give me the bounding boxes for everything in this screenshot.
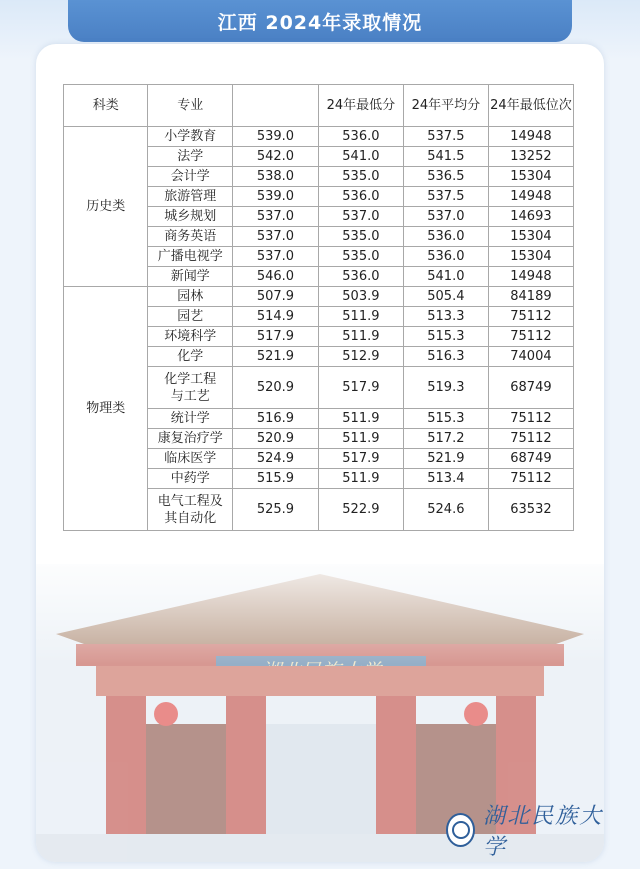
avg-score-cell: 515.3: [403, 327, 488, 347]
min-score-cell: 541.0: [318, 147, 403, 167]
min-rank-cell: 14948: [488, 127, 573, 147]
avg-score-cell: 513.3: [403, 307, 488, 327]
score-cell: 538.0: [232, 167, 318, 187]
major-cell: 城乡规划: [148, 207, 232, 227]
table-row: [64, 127, 574, 147]
university-name: 湖北民族大学: [483, 804, 604, 860]
min-score-cell: 535.0: [318, 167, 403, 187]
min-score-cell: 511.9: [318, 409, 403, 429]
header-avg-score: 24年平均分: [403, 85, 488, 127]
score-cell: 516.9: [232, 409, 318, 429]
avg-score-cell: 521.9: [403, 449, 488, 469]
min-score-cell: 517.9: [318, 449, 403, 469]
score-cell: 537.0: [232, 207, 318, 227]
page-title: 江西 2024年录取情况: [68, 0, 572, 42]
major-cell: 园林: [148, 287, 232, 307]
min-rank-cell: 15304: [488, 227, 573, 247]
avg-score-cell: 519.3: [403, 367, 488, 409]
min-score-cell: 536.0: [318, 127, 403, 147]
major-cell: 中药学: [148, 469, 232, 489]
score-cell: 539.0: [232, 127, 318, 147]
score-cell: 524.9: [232, 449, 318, 469]
avg-score-cell: 517.2: [403, 429, 488, 449]
table-header-row: [64, 85, 574, 127]
major-cell: 会计学: [148, 167, 232, 187]
min-rank-cell: 68749: [488, 449, 573, 469]
score-cell: 546.0: [232, 267, 318, 287]
min-score-cell: 536.0: [318, 187, 403, 207]
min-score-cell: 503.9: [318, 287, 403, 307]
major-cell: 电气工程及 其自动化: [148, 489, 232, 531]
avg-score-cell: 515.3: [403, 409, 488, 429]
min-rank-cell: 15304: [488, 247, 573, 267]
header-min-rank: 24年最低位次: [488, 85, 573, 127]
major-cell: 园艺: [148, 307, 232, 327]
min-rank-cell: 75112: [488, 327, 573, 347]
avg-score-cell: 537.5: [403, 127, 488, 147]
table-body: [64, 127, 574, 531]
avg-score-cell: 516.3: [403, 347, 488, 367]
major-cell: 小学教育: [148, 127, 232, 147]
avg-score-cell: 541.0: [403, 267, 488, 287]
avg-score-cell: 513.4: [403, 469, 488, 489]
university-seal-icon: [446, 813, 475, 847]
min-score-cell: 522.9: [318, 489, 403, 531]
score-cell: 514.9: [232, 307, 318, 327]
score-cell: 521.9: [232, 347, 318, 367]
min-rank-cell: 75112: [488, 307, 573, 327]
min-score-cell: 537.0: [318, 207, 403, 227]
score-cell: 539.0: [232, 187, 318, 207]
min-score-cell: 511.9: [318, 469, 403, 489]
major-cell: 旅游管理: [148, 187, 232, 207]
avg-score-cell: 536.0: [403, 227, 488, 247]
content-card: [36, 44, 604, 862]
major-cell: 商务英语: [148, 227, 232, 247]
score-cell: 515.9: [232, 469, 318, 489]
score-cell: 537.0: [232, 247, 318, 267]
score-cell: 525.9: [232, 489, 318, 531]
min-score-cell: 517.9: [318, 367, 403, 409]
score-cell: 542.0: [232, 147, 318, 167]
min-score-cell: 535.0: [318, 247, 403, 267]
min-score-cell: 536.0: [318, 267, 403, 287]
avg-score-cell: 537.0: [403, 207, 488, 227]
avg-score-cell: 541.5: [403, 147, 488, 167]
min-score-cell: 511.9: [318, 307, 403, 327]
min-rank-cell: 14948: [488, 267, 573, 287]
major-cell: 法学: [148, 147, 232, 167]
score-cell: 520.9: [232, 367, 318, 409]
header-min-score: 24年最低分: [318, 85, 403, 127]
major-cell: 康复治疗学: [148, 429, 232, 449]
min-rank-cell: 84189: [488, 287, 573, 307]
min-rank-cell: 14693: [488, 207, 573, 227]
university-logo: [446, 799, 604, 861]
major-cell: 化学: [148, 347, 232, 367]
min-rank-cell: 63532: [488, 489, 573, 531]
min-score-cell: 512.9: [318, 347, 403, 367]
min-rank-cell: 68749: [488, 367, 573, 409]
min-rank-cell: 13252: [488, 147, 573, 167]
score-cell: 537.0: [232, 227, 318, 247]
admission-table: [63, 84, 574, 531]
avg-score-cell: 505.4: [403, 287, 488, 307]
score-cell: 520.9: [232, 429, 318, 449]
avg-score-cell: 536.5: [403, 167, 488, 187]
category-cell: 历史类: [64, 127, 148, 287]
avg-score-cell: 524.6: [403, 489, 488, 531]
score-cell: 507.9: [232, 287, 318, 307]
major-cell: 统计学: [148, 409, 232, 429]
min-rank-cell: 75112: [488, 469, 573, 489]
major-cell: 新闻学: [148, 267, 232, 287]
major-cell: 环境科学: [148, 327, 232, 347]
min-rank-cell: 15304: [488, 167, 573, 187]
min-score-cell: 511.9: [318, 429, 403, 449]
major-cell: 临床医学: [148, 449, 232, 469]
header-blank: [232, 85, 318, 127]
min-rank-cell: 75112: [488, 409, 573, 429]
major-cell: 化学工程 与工艺: [148, 367, 232, 409]
min-score-cell: 511.9: [318, 327, 403, 347]
score-cell: 517.9: [232, 327, 318, 347]
min-score-cell: 535.0: [318, 227, 403, 247]
min-rank-cell: 74004: [488, 347, 573, 367]
avg-score-cell: 537.5: [403, 187, 488, 207]
avg-score-cell: 536.0: [403, 247, 488, 267]
major-cell: 广播电视学: [148, 247, 232, 267]
header-category: 科类: [64, 85, 148, 127]
header-major: 专业: [148, 85, 232, 127]
category-cell: 物理类: [64, 287, 148, 531]
min-rank-cell: 14948: [488, 187, 573, 207]
min-rank-cell: 75112: [488, 429, 573, 449]
table-row: [64, 287, 574, 307]
